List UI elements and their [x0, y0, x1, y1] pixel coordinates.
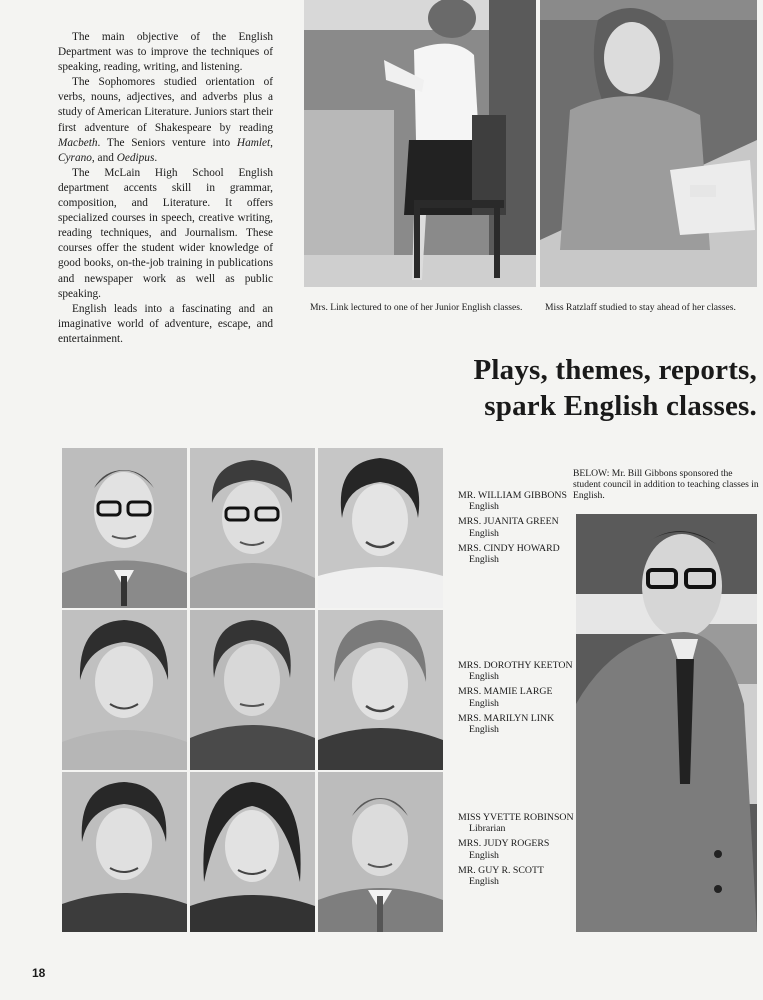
intro-paragraph-1: The main objective of the English Department was to improve the techniques of speaking, reading, writing, and listening.: [58, 31, 273, 74]
photo-mrs-link-classroom: [304, 0, 536, 287]
faculty-name: MRS. CINDY HOWARD: [458, 542, 560, 554]
caption-below-gibbons: BELOW: Mr. Bill Gibbons sponsored the student council in addition to teaching classes in English.: [573, 468, 759, 501]
faculty-subject: Librarian: [469, 823, 506, 835]
intro-text-span: The Sophomores studied orientation of verbs, nouns, adjectives, and adverbs plus a study of American Literature. Juniors start their first adventure of Shakespeare by reading: [58, 76, 273, 134]
faculty-portrait-grid: [62, 448, 444, 933]
faculty-subject: English: [469, 554, 499, 566]
headline-line-1: Plays, themes, reports,: [473, 354, 757, 386]
title-cyrano: Cyrano: [58, 151, 92, 164]
intro-text: [58, 30, 273, 347]
faculty-subject: English: [469, 876, 499, 888]
faculty-name: MRS. MAMIE LARGE: [458, 686, 553, 698]
faculty-subject: English: [469, 697, 499, 709]
faculty-entry: [458, 686, 573, 708]
portrait-rogers: [190, 772, 315, 932]
faculty-subject: English: [469, 671, 499, 683]
faculty-name: MR. WILLIAM GIBBONS: [458, 490, 567, 501]
faculty-entry: [458, 490, 567, 512]
faculty-name: MRS. JUDY ROGERS: [458, 838, 550, 850]
faculty-names-group-1: [458, 490, 567, 569]
intro-text-span: .: [154, 151, 158, 164]
intro-paragraph-3: The McLain High School English department accents skill in grammar, composition, and Literature. It offers specialized courses in speech, creative writing, reading techniques, and Journalism. These courses offer the student wider knowledge of good books, on-the-job training in publications and newspaper work as well as public speaking.: [58, 166, 273, 300]
title-macbeth: Macbeth: [58, 136, 98, 149]
portrait-howard: [318, 448, 443, 608]
title-hamlet: Hamlet: [236, 136, 271, 149]
faculty-subject: English: [469, 849, 499, 861]
intro-paragraph-2: [58, 75, 273, 166]
faculty-subject: English: [469, 724, 499, 736]
faculty-name: MRS. DOROTHY KEETON: [458, 660, 573, 671]
headline-line-2: spark English classes.: [484, 390, 757, 422]
portrait-robinson: [62, 772, 187, 932]
portrait-link: [318, 610, 443, 770]
faculty-name: MR. GUY R. SCOTT: [458, 864, 544, 876]
faculty-entry: [458, 812, 574, 834]
faculty-subject: English: [469, 501, 499, 513]
intro-text-span: . The Seniors venture into: [97, 136, 237, 149]
intro-text-span: , and: [91, 151, 117, 164]
photo-miss-ratzlaff-studying: [540, 0, 757, 287]
title-oedipus: Oedipus: [116, 151, 155, 164]
faculty-subject: English: [469, 527, 499, 539]
faculty-entry: [458, 660, 573, 682]
faculty-names-group-2: [458, 660, 573, 739]
faculty-name: MRS. JUANITA GREEN: [458, 516, 559, 528]
faculty-name: MISS YVETTE ROBINSON: [458, 812, 574, 823]
faculty-entry: [458, 516, 567, 538]
intro-text-span: ,: [270, 136, 273, 149]
intro-paragraph-4: English leads into a fascinating and an imaginative world of adventure, escape, and entertainment.: [58, 302, 273, 345]
portrait-scott: [318, 772, 443, 932]
portrait-gibbons: [62, 448, 187, 608]
portrait-keeton: [62, 610, 187, 770]
page-number: 18: [32, 966, 46, 980]
page-headline: [427, 352, 757, 424]
faculty-name: MRS. MARILYN LINK: [458, 712, 555, 724]
faculty-names-group-3: [458, 812, 574, 891]
photo-mr-gibbons-candid: [576, 514, 757, 932]
faculty-entry: [458, 838, 574, 860]
caption-mrs-link: Mrs. Link lectured to one of her Junior English classes.: [310, 302, 523, 313]
faculty-entry: [458, 543, 567, 565]
portrait-large: [190, 610, 315, 770]
portrait-green: [190, 448, 315, 608]
faculty-entry: [458, 865, 574, 887]
caption-miss-ratzlaff: Miss Ratzlaff studied to stay ahead of her classes.: [545, 302, 736, 313]
faculty-entry: [458, 713, 573, 735]
